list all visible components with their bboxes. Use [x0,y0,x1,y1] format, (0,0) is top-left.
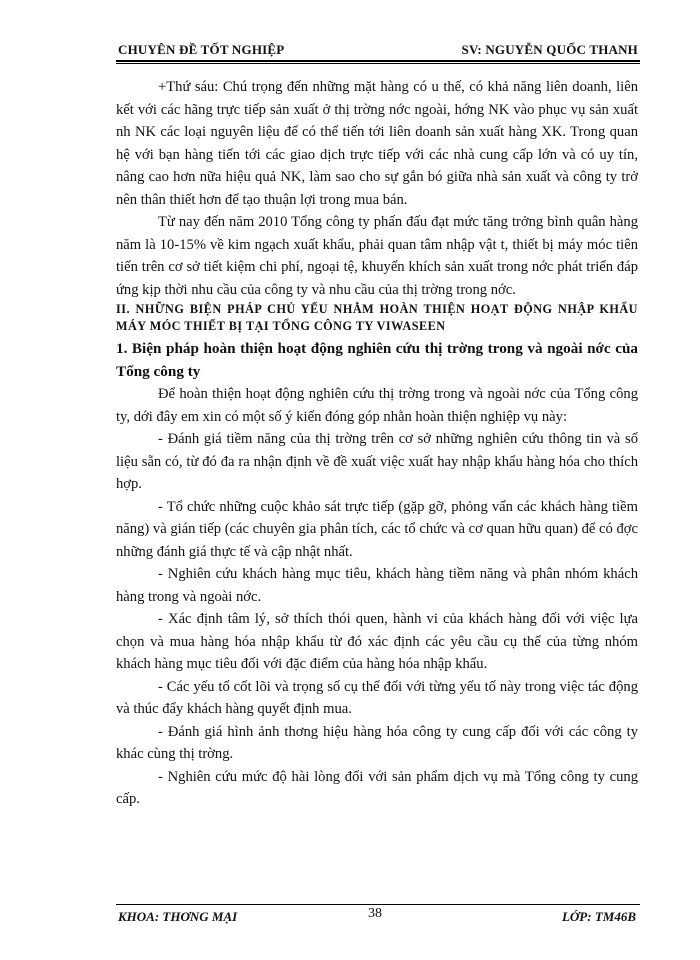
list-item: - Nghiên cứu mức độ hài lòng đối với sản phẩm dịch vụ mà Tổng công ty cung cấp. [116,768,638,807]
footer-faculty: KHOA: THƠNG MẠI [118,909,238,924]
header-student: SV: NGUYỄN QUỐC THANH [461,42,638,57]
page-footer [116,906,640,926]
list-item: - Xác định tâm lý, sở thích thói quen, hành vi của khách hàng đối với việc lựa chọn và mua hàng hóa nhập khẩu từ đó xác định các yêu cầu cụ thể của từng nhóm khách hàng mục tiêu đối với đặc điểm của hàng hóa nhập khẩu. [116,611,638,672]
section-heading: II. NHỮNG BIỆN PHÁP CHỦ YẾU NHẰM HOÀN THIỆN HOẠT ĐỘNG NHẬP KHẨU MÁY MÓC THIẾT BỊ TẠI TỔNG CÔNG TY VIWASEEN [116,302,638,333]
paragraph-3: Để hoàn thiện hoạt động nghiên cứu thị trờng trong và ngoài nớc của Tổng công ty, dới đây em xin có một số ý kiến đóng góp nhằn hoàn thiện nghiệp vụ này: [116,386,638,425]
list-item: - Đánh giá hình ảnh thơng hiệu hàng hóa công ty cung cấp đối với các công ty khác cùng thị trờng. [116,723,638,762]
subsection-heading: 1. Biện pháp hoàn thiện hoạt động nghiên cứu thị trờng trong và ngoài nớc của Tổng công ty [116,340,638,380]
page-number: 38 [368,906,382,921]
header-rule [116,60,640,62]
list-item: - Các yếu tố cốt lõi và trọng số cụ thể đối với từng yếu tố này trong việc tác động và thúc đẩy khách hàng quyết định mua. [116,678,638,717]
list-item: - Nghiên cứu khách hàng mục tiêu, khách hàng tiềm năng và phân nhóm khách hàng trong và ngoài nớc. [116,566,638,605]
page-header [118,42,638,60]
header-rule-thin [116,63,640,64]
footer-rule [116,904,640,905]
paragraph-1: +Thứ sáu: Chú trọng đến những mặt hàng có u thế, có khả năng liên doanh, liên kết với các hãng trực tiếp sản xuất ở thị trờng nớc ngoài, hớng NK vào phục vụ sản xuất nh NK các loại nguyên liệu để có thể tiến tới liên doanh sản xuất hàng XK. Trong quan hệ với bạn hàng tiến tới các giao dịch trực tiếp với các nhà cung cấp lớn và có uy tín, nâng cao hơn nữa hiệu quả NK, làm sao cho sự gắn bó giữa nhà sản xuất và công ty trở nên thân thiết hơn để tạo thuận lợi trong mua bán. [116,79,638,208]
list-item: - Tổ chức những cuộc khảo sát trực tiếp (gặp gỡ, phỏng vấn các khách hàng tiềm năng) và gián tiếp (các chuyên gia phân tích, các tổ chức và cơ quan hữu quan) để có đợc những đánh giá thực tế và cập nhật nhất. [116,498,638,560]
list-item: - Đánh giá tiềm năng của thị trờng trên cơ sở những nghiên cứu thông tin và số liệu sẵn có, từ đó đa ra nhận định về đề xuất việc xuất hay nhập khẩu hàng hóa cho thích hợp. [116,431,638,492]
paragraph-2: Từ nay đến năm 2010 Tổng công ty phấn đấu đạt mức tăng trởng bình quân hàng năm là 10-15% về kim ngạch xuất khẩu, phải quan tâm nhập vật t, thiết bị máy móc tiên tiến trên cơ sở tiết kiệm chi phí, ngoại tệ, khuyến khích sản xuất trong nớc phát triển đáp ứng kịp thời nhu cầu của công ty và nhu cầu của thị trờng trong nớc. [116,214,638,298]
page-body [116,76,638,811]
header-title: CHUYÊN ĐỀ TỐT NGHIỆP [118,42,285,57]
footer-class: LỚP: TM46B [561,909,636,924]
